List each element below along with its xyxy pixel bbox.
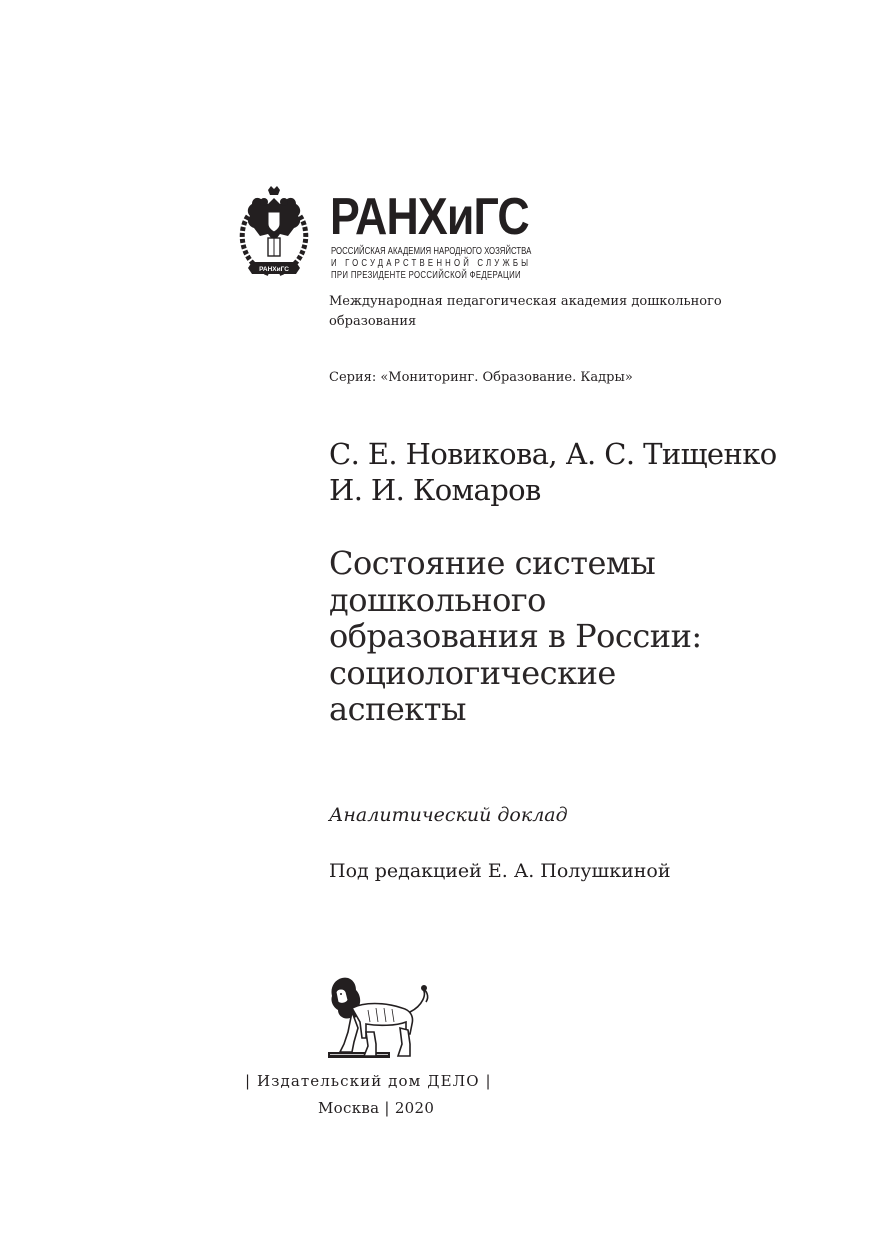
brand-subtitle-line-3: ПРИ ПРЕЗИДЕНТЕ РОССИЙСКОЙ ФЕДЕРАЦИИ <box>331 270 521 281</box>
brand-subtitle-line-2: И ГОСУДАРСТВЕННОЙ СЛУЖБЫ <box>331 258 532 269</box>
affiliation-line-2: образования <box>329 314 417 329</box>
authors-line-1: С. Е. Новикова, А. С. Тищенко <box>329 437 777 471</box>
series-line: Серия: «Мониторинг. Образование. Кадры» <box>329 370 633 385</box>
publisher-city-year: Москва | 2020 <box>318 1099 435 1117</box>
affiliation-line-1: Международная педагогическая академия дошкольного <box>329 294 722 309</box>
authors-line-2: И. И. Комаров <box>329 473 541 507</box>
lion-logo-icon <box>322 972 438 1062</box>
emblem-ribbon-text: РАНХиГС <box>259 266 289 273</box>
editor-line: Под редакцией Е. А. Полушкиной <box>329 860 671 882</box>
brand-name: РАНХиГС <box>330 188 529 246</box>
eagle-emblem-icon <box>238 186 310 282</box>
title-line-3: образования в России: <box>329 617 702 655</box>
title-line-2: дошкольного <box>329 580 546 619</box>
title-line-5: аспекты <box>329 690 466 728</box>
report-type: Аналитический доклад <box>329 804 568 826</box>
title-line-4: социологические <box>329 653 616 692</box>
title-line-1: Состояние системы <box>329 544 656 582</box>
brand-subtitle-line-1: РОССИЙСКАЯ АКАДЕМИЯ НАРОДНОГО ХОЗЯЙСТВА <box>331 246 532 257</box>
publisher-name: | Издательский дом ДЕЛО | <box>245 1072 492 1090</box>
